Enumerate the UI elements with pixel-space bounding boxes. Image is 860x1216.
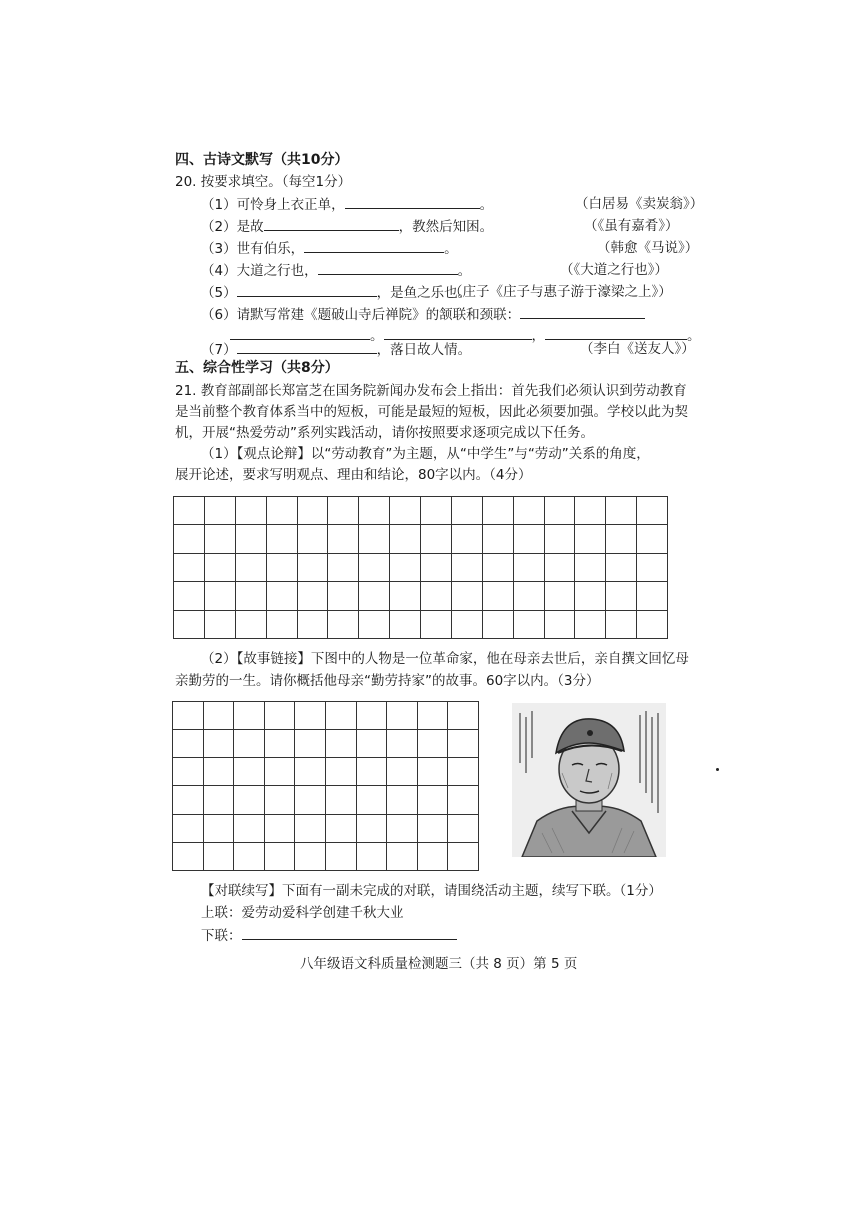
grid-cell[interactable] [387,842,418,870]
grid-row [173,786,479,814]
answer-blank[interactable] [237,340,377,354]
item-3-suffix: 。 [444,241,458,257]
grid-cell[interactable] [266,497,297,525]
grid-cell[interactable] [356,814,387,842]
grid-cell[interactable] [297,582,328,610]
item-4-source: （《大道之行也》） [560,262,668,278]
grid-cell[interactable] [328,497,359,525]
page-footer: 八年级语文科质量检测题三（共 8 页）第 5 页 [300,956,578,972]
grid-cell[interactable] [234,730,265,758]
grid-cell[interactable] [264,842,295,870]
grid-cell[interactable] [295,702,326,730]
grid-cell[interactable] [203,786,234,814]
grid-cell[interactable] [606,582,637,610]
grid-cell[interactable] [482,610,513,638]
grid-cell[interactable] [174,582,205,610]
answer-blank[interactable] [318,261,458,275]
grid-cell[interactable] [359,525,390,553]
grid-cell[interactable] [204,497,235,525]
grid-cell[interactable] [328,525,359,553]
grid-cell[interactable] [297,553,328,581]
grid-cell[interactable] [235,525,266,553]
grid-cell[interactable] [606,553,637,581]
grid-cell[interactable] [417,814,448,842]
item-7-prefix: （7） [201,342,237,358]
grid-cell[interactable] [421,553,452,581]
grid-cell[interactable] [325,702,356,730]
grid-cell[interactable] [417,786,448,814]
grid-cell[interactable] [451,610,482,638]
grid-cell[interactable] [295,786,326,814]
grid-cell[interactable] [173,842,204,870]
grid-cell[interactable] [266,525,297,553]
grid-cell[interactable] [448,730,479,758]
item-7-suffix: ，落日故人情。 [376,342,472,358]
grid-cell[interactable] [575,582,606,610]
recitation-item-5 [201,283,471,302]
grid-row [173,758,479,786]
grid-cell[interactable] [297,610,328,638]
item-5-source: （庄子《庄子与惠子游于濠梁之上》） [449,284,672,300]
grid-cell[interactable] [235,610,266,638]
grid-cell[interactable] [235,497,266,525]
grid-row [173,842,479,870]
grid-cell[interactable] [451,497,482,525]
grid-cell[interactable] [174,525,205,553]
grid-cell[interactable] [204,610,235,638]
item-2-source: （《虽有嘉肴》） [584,218,679,234]
lower-couplet-blank[interactable] [242,926,457,940]
grid-cell[interactable] [325,842,356,870]
grid-cell[interactable] [266,610,297,638]
answer-blank[interactable] [384,326,532,340]
grid-cell[interactable] [328,582,359,610]
grid-cell[interactable] [544,525,575,553]
grid-cell[interactable] [356,702,387,730]
grid-cell[interactable] [264,730,295,758]
item-6-prompt: （6）请默写常建《题破山寺后禅院》的颔联和颈联： [201,307,521,323]
grid-cell[interactable] [637,582,668,610]
grid-cell[interactable] [421,582,452,610]
grid-cell[interactable] [448,786,479,814]
grid-cell[interactable] [606,497,637,525]
grid-cell[interactable] [235,553,266,581]
grid-cell[interactable] [266,582,297,610]
grid-cell[interactable] [451,553,482,581]
question-21-line1: 21. 教育部副部长郑富芝在国务院新闻办发布会上指出：首先我们必须认识到劳动教育 [175,383,687,399]
speck-mark [716,768,719,771]
grid-cell[interactable] [174,610,205,638]
grid-cell[interactable] [234,786,265,814]
task1-line2: 展开论述，要求写明观点、理由和结论，80字以内。（4分） [175,467,532,483]
item-5-prefix: （5） [201,285,237,301]
section4-heading: 四、古诗文默写（共10分） [175,152,349,168]
grid-cell[interactable] [359,553,390,581]
grid-cell[interactable] [203,842,234,870]
grid-cell[interactable] [356,758,387,786]
item-5-suffix: ，是鱼之乐也。 [376,285,472,301]
grid-cell[interactable] [417,730,448,758]
grid-cell[interactable] [544,553,575,581]
grid-cell[interactable] [234,702,265,730]
revolutionary-portrait-image [512,703,666,857]
grid-cell[interactable] [482,553,513,581]
grid-cell[interactable] [390,525,421,553]
recitation-item-2 [201,217,493,236]
grid-cell[interactable] [390,553,421,581]
grid-cell[interactable] [359,497,390,525]
item-1-suffix: 。 [479,197,494,213]
grid-cell[interactable] [637,610,668,638]
grid-cell[interactable] [637,497,668,525]
grid-cell[interactable] [513,497,544,525]
grid-cell[interactable] [203,702,234,730]
recitation-item-3 [201,239,458,258]
grid-cell[interactable] [297,497,328,525]
grid-cell[interactable] [173,786,204,814]
grid-row [174,525,668,553]
grid-cell[interactable] [544,582,575,610]
grid-cell[interactable] [266,553,297,581]
grid-cell[interactable] [264,758,295,786]
item-1-source: （白居易《卖炭翁》） [575,196,704,212]
answer-blank[interactable] [237,283,377,297]
grid-cell[interactable] [387,758,418,786]
grid-cell[interactable] [387,702,418,730]
grid-cell[interactable] [204,582,235,610]
grid-cell[interactable] [417,758,448,786]
grid-cell[interactable] [390,582,421,610]
item-2-prefix: （2）是故 [201,219,264,235]
grid-cell[interactable] [544,497,575,525]
grid-cell[interactable] [295,842,326,870]
item-7-source: （李白《送友人》） [580,341,695,357]
grid-cell[interactable] [173,814,204,842]
grid-cell[interactable] [264,786,295,814]
grid-cell[interactable] [359,582,390,610]
grid-cell[interactable] [482,525,513,553]
grid-cell[interactable] [203,730,234,758]
grid-cell[interactable] [295,814,326,842]
grid-cell[interactable] [387,814,418,842]
grid-cell[interactable] [513,525,544,553]
grid-cell[interactable] [234,758,265,786]
item-6-end: 。 [687,328,701,344]
item-6-separator: ， [531,328,545,344]
grid-cell[interactable] [203,758,234,786]
answer-blank[interactable] [304,239,444,253]
grid-row [174,497,668,525]
grid-cell[interactable] [295,730,326,758]
item-1-prefix: （1）可怜身上衣正单， [201,197,345,213]
grid-cell[interactable] [387,730,418,758]
upper-couplet: 上联：爱劳动爱科学创建千秋大业 [201,905,404,921]
grid-cell[interactable] [390,497,421,525]
grid-cell[interactable] [174,553,205,581]
question-20: 20. 按要求填空。（每空1分） [175,174,352,190]
recitation-item-6 [201,305,645,324]
lower-couplet [201,926,457,945]
grid-cell[interactable] [356,842,387,870]
grid-cell[interactable] [325,814,356,842]
grid-row [174,610,668,638]
grid-cell[interactable] [575,497,606,525]
grid-cell[interactable] [325,730,356,758]
grid-cell[interactable] [325,786,356,814]
answer-blank[interactable] [520,305,645,319]
grid-cell[interactable] [448,814,479,842]
grid-cell[interactable] [513,610,544,638]
question-21-line2: 是当前整个教育体系当中的短板，可能是最短的短板，因此必须要加强。学校以此为契 [175,404,688,420]
answer-blank[interactable] [545,326,687,340]
grid-cell[interactable] [448,842,479,870]
answer-grid-1[interactable] [173,496,668,639]
grid-cell[interactable] [204,525,235,553]
item-3-source: （韩愈《马说》） [597,240,699,256]
grid-row [174,582,668,610]
grid-cell[interactable] [325,758,356,786]
grid-cell[interactable] [235,582,266,610]
answer-blank[interactable] [230,326,370,340]
grid-cell[interactable] [264,814,295,842]
answer-blank[interactable] [345,195,480,209]
grid-cell[interactable] [234,814,265,842]
grid-cell[interactable] [451,582,482,610]
grid-row [173,730,479,758]
task2-line2: 亲勤劳的一生。请你概括他母亲“勤劳持家”的故事。60字以内。（3分） [175,673,600,689]
grid-row [174,553,668,581]
grid-cell[interactable] [637,525,668,553]
grid-cell[interactable] [390,610,421,638]
item-4-prefix: （4）大道之行也， [201,263,318,279]
grid-cell[interactable] [174,497,205,525]
grid-cell[interactable] [173,758,204,786]
grid-cell[interactable] [606,525,637,553]
grid-row [173,702,479,730]
grid-cell[interactable] [356,730,387,758]
recitation-item-7 [201,340,471,359]
item-2-suffix: ，教然后知困。 [398,219,494,235]
item-6-separator: 。 [370,328,384,344]
section5-heading: 五、综合性学习（共8分） [175,360,339,376]
grid-row [173,814,479,842]
grid-cell[interactable] [421,525,452,553]
grid-cell[interactable] [173,702,204,730]
grid-cell[interactable] [359,610,390,638]
grid-cell[interactable] [421,610,452,638]
task1-line1: （1）【观点论辩】以“劳动教育”为主题，从“中学生”与“劳动”关系的角度， [201,446,650,462]
lower-couplet-label: 下联： [201,928,242,944]
grid-cell[interactable] [264,702,295,730]
grid-cell[interactable] [417,702,448,730]
grid-cell[interactable] [234,842,265,870]
task3-line1: 【对联续写】下面有一副未完成的对联，请围绕活动主题，续写下联。（1分） [201,883,662,899]
grid-cell[interactable] [544,610,575,638]
grid-cell[interactable] [203,814,234,842]
grid-cell[interactable] [637,553,668,581]
grid-cell[interactable] [297,525,328,553]
recitation-item-1 [201,195,493,214]
grid-cell[interactable] [387,786,418,814]
answer-blank[interactable] [264,217,399,231]
grid-cell[interactable] [513,553,544,581]
answer-grid-2[interactable] [172,701,479,871]
grid-cell[interactable] [173,730,204,758]
grid-cell[interactable] [575,553,606,581]
portrait-sketch-icon [512,703,666,857]
grid-cell[interactable] [482,582,513,610]
recitation-item-4 [201,261,471,280]
task2-line1: （2）【故事链接】下图中的人物是一位革命家，他在母亲去世后，亲自撰文回忆母 [201,651,689,667]
question-21-line3: 机，开展“热爱劳动”系列实践活动，请你按照要求逐项完成以下任务。 [175,425,594,441]
grid-cell[interactable] [482,497,513,525]
grid-cell[interactable] [575,525,606,553]
grid-cell[interactable] [421,497,452,525]
grid-cell[interactable] [356,786,387,814]
grid-cell[interactable] [295,758,326,786]
grid-cell[interactable] [513,582,544,610]
grid-cell[interactable] [328,553,359,581]
item-3-prefix: （3）世有伯乐， [201,241,305,257]
item-4-suffix: 。 [457,263,472,279]
grid-cell[interactable] [606,610,637,638]
grid-cell[interactable] [448,702,479,730]
grid-cell[interactable] [451,525,482,553]
grid-cell[interactable] [417,842,448,870]
grid-cell[interactable] [575,610,606,638]
grid-cell[interactable] [328,610,359,638]
grid-cell[interactable] [448,758,479,786]
grid-cell[interactable] [204,553,235,581]
